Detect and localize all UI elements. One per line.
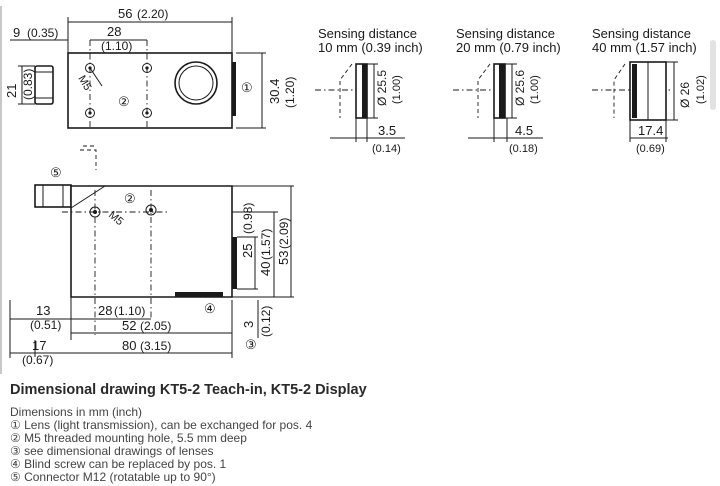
lens-1-len-in: (0.14)	[372, 143, 401, 155]
legend	[10, 382, 710, 484]
dim-17: 17	[32, 338, 47, 353]
dim-80: 80	[122, 338, 137, 353]
lens-detail-20mm	[453, 26, 561, 155]
dim-40: 40	[258, 261, 273, 276]
lens-2-len: 4.5	[515, 123, 534, 138]
lens-1-distance: 10 mm (0.39 inch)	[318, 40, 423, 55]
legend-item: ④ Blind screw can be replaced by pos. 1	[10, 457, 227, 471]
dim-56-in: (2.20)	[137, 7, 169, 21]
m5-side-label: M5	[106, 209, 126, 229]
dim-52-in: (2.05)	[140, 319, 172, 333]
dim-28-side-in: (1.10)	[114, 304, 146, 318]
dim-56: 56	[118, 6, 133, 21]
lens-3-dia-in: (1.02)	[695, 75, 707, 104]
dim-21-in: (0.83)	[21, 68, 35, 100]
marker-4: ④	[204, 301, 216, 316]
dim-13: 13	[36, 303, 51, 318]
marker-2-side: ②	[124, 191, 136, 206]
legend-item: ③ see dimensional drawings of lenses	[10, 444, 214, 458]
side-knurl	[232, 237, 237, 289]
dim-52: 52	[122, 318, 137, 333]
lens-3-title: Sensing distance	[592, 26, 692, 41]
dim-30-4: 30.4	[267, 78, 282, 104]
dim-17-in: (0.67)	[22, 353, 54, 367]
marker-2-top: ②	[118, 94, 130, 109]
lens-1-dia-in: (1.00)	[391, 75, 403, 104]
side-connector	[35, 185, 71, 207]
dim-9: 9	[13, 25, 21, 40]
marker-3: ③	[245, 337, 257, 352]
dimensions-note: Dimensions in mm (inch)	[10, 405, 143, 419]
knurl-strip	[232, 62, 236, 116]
top-view	[4, 6, 297, 128]
lens-2-dia-in: (1.00)	[529, 75, 541, 104]
lens-detail-40mm	[592, 26, 707, 155]
lens-3-distance: 40 mm (1.57 inch)	[592, 40, 697, 55]
dim-28-top: 28	[107, 24, 122, 39]
legend-list	[10, 419, 710, 484]
dim-25-in: (0.98)	[241, 202, 255, 234]
dim-53-in: (2.09)	[277, 217, 291, 249]
dim-28-top-in: (1.10)	[101, 39, 133, 53]
dim-9-in: (0.35)	[27, 26, 59, 40]
dim-53: 53	[276, 250, 291, 265]
side-view	[10, 146, 294, 367]
lens-2-len-in: (0.18)	[509, 143, 538, 155]
lens-2-distance: 20 mm (0.79 inch)	[456, 40, 561, 55]
dim-3: 3	[241, 320, 256, 328]
dim-80-in: (3.15)	[140, 339, 172, 353]
lens-1-len: 3.5	[378, 123, 397, 138]
marker-5: ⑤	[50, 165, 62, 180]
dim-28-side: 28	[98, 303, 113, 318]
lens-1-dia: Ø 25.5	[375, 69, 389, 106]
dim-21: 21	[4, 83, 19, 98]
legend-item: ① Lens (light transmission), can be exchanged for pos. 4	[10, 418, 313, 432]
marker-1-top: ①	[241, 80, 253, 95]
lens-3-dia: Ø 26	[678, 81, 692, 108]
dim-3-in: (0.12)	[259, 305, 273, 337]
dim-13-in: (0.51)	[30, 318, 62, 332]
lens-3-len-in: (0.69)	[636, 143, 665, 155]
m5-label: M5	[75, 73, 94, 93]
drawing-title: Dimensional drawing KT5-2 Teach-in, KT5-2 Display	[10, 382, 367, 398]
lens-detail-10mm	[315, 26, 423, 155]
lens-2-dia: Ø 25.6	[513, 69, 527, 106]
legend-item: ② M5 threaded mounting hole, 5.5 mm deep	[10, 431, 247, 445]
lens-2-title: Sensing distance	[456, 26, 556, 41]
legend-item: ⑤ Connector M12 (rotatable up to 90°)	[10, 470, 216, 484]
dim-40-in: (1.57)	[259, 228, 273, 260]
dim-30-4-in: (1.20)	[283, 76, 297, 108]
lens-1-title: Sensing distance	[318, 26, 418, 41]
lens-3-len: 17.4	[638, 123, 664, 138]
dim-25: 25	[240, 243, 255, 258]
